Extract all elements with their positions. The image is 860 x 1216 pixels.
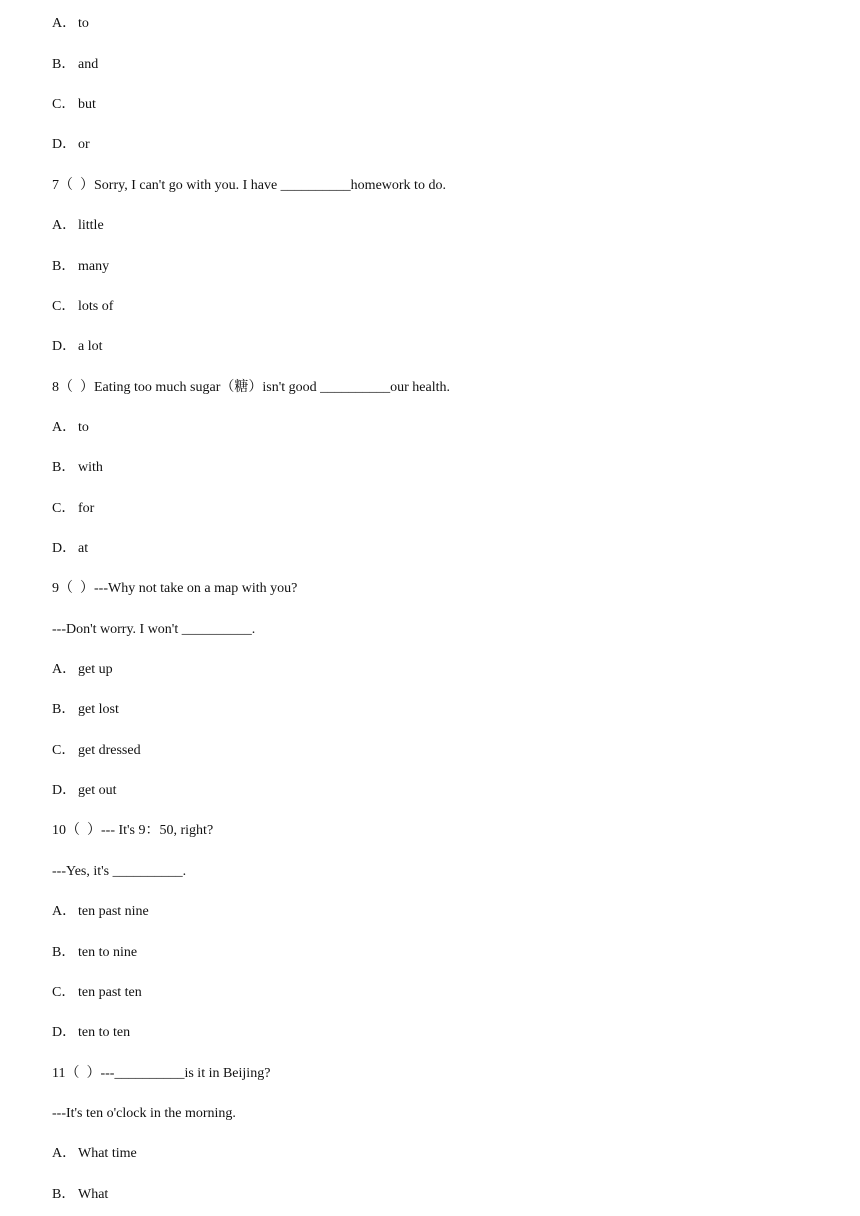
option-line bbox=[52, 216, 104, 236]
option-line bbox=[52, 1185, 108, 1205]
option-text: and bbox=[78, 57, 99, 72]
option-text: lots of bbox=[78, 299, 114, 314]
option-line bbox=[52, 297, 113, 317]
question-9-reply: ---Don't worry. I won't __________. bbox=[52, 622, 256, 637]
question-10-reply: ---Yes, it's __________. bbox=[52, 864, 187, 879]
option-letter: A． bbox=[52, 662, 77, 677]
option-letter: B． bbox=[52, 1187, 76, 1202]
option-letter: A． bbox=[52, 218, 77, 233]
option-letter: D． bbox=[52, 541, 77, 556]
option-letter: B． bbox=[52, 460, 76, 475]
option-text: get lost bbox=[78, 702, 119, 717]
question-10: 10（ ）--- It's 9：50, right? bbox=[52, 823, 214, 838]
option-text: a lot bbox=[78, 339, 103, 354]
option-text: get dressed bbox=[78, 743, 141, 758]
option-letter: B． bbox=[52, 702, 76, 717]
option-letter: B． bbox=[52, 57, 76, 72]
option-letter: A． bbox=[52, 16, 77, 31]
option-line bbox=[52, 14, 89, 34]
option-line bbox=[52, 257, 109, 277]
option-text: What time bbox=[78, 1146, 137, 1161]
option-text: with bbox=[78, 460, 103, 475]
option-line bbox=[52, 902, 149, 922]
option-line bbox=[52, 539, 88, 559]
question-7: 7（ ）Sorry, I can't go with you. I have __________homework to do. bbox=[52, 178, 446, 193]
option-letter: C． bbox=[52, 97, 76, 112]
option-line bbox=[52, 741, 141, 761]
option-letter: D． bbox=[52, 339, 77, 354]
option-line bbox=[52, 135, 90, 155]
option-text: little bbox=[78, 218, 104, 233]
option-line bbox=[52, 55, 98, 75]
option-text: ten past ten bbox=[78, 985, 142, 1000]
option-line bbox=[52, 418, 89, 438]
option-letter: C． bbox=[52, 985, 76, 1000]
option-line bbox=[52, 1023, 130, 1043]
question-11: 11（ ）---__________is it in Beijing? bbox=[52, 1066, 271, 1081]
option-text: for bbox=[78, 501, 95, 516]
option-line bbox=[52, 781, 117, 801]
option-text: ten past nine bbox=[78, 904, 149, 919]
question-9: 9（ ）---Why not take on a map with you? bbox=[52, 581, 298, 596]
option-text: What bbox=[78, 1187, 109, 1202]
option-line bbox=[52, 499, 94, 519]
option-letter: D． bbox=[52, 137, 77, 152]
option-letter: B． bbox=[52, 945, 76, 960]
option-letter: D． bbox=[52, 783, 77, 798]
option-line bbox=[52, 458, 103, 478]
option-text: or bbox=[78, 137, 90, 152]
option-text: to bbox=[78, 420, 89, 435]
question-11-reply: ---It's ten o'clock in the morning. bbox=[52, 1106, 236, 1121]
option-text: get up bbox=[78, 662, 113, 677]
option-line bbox=[52, 95, 96, 115]
option-text: ten to nine bbox=[78, 945, 138, 960]
option-line bbox=[52, 983, 142, 1003]
option-text: to bbox=[78, 16, 89, 31]
option-text: ten to ten bbox=[78, 1025, 131, 1040]
option-text: get out bbox=[78, 783, 117, 798]
option-letter: B． bbox=[52, 259, 76, 274]
option-line bbox=[52, 660, 113, 680]
option-text: but bbox=[78, 97, 96, 112]
option-letter: C． bbox=[52, 501, 76, 516]
option-letter: A． bbox=[52, 904, 77, 919]
option-text: at bbox=[78, 541, 89, 556]
question-8: 8（ ）Eating too much sugar（糖）isn't good __________our health. bbox=[52, 380, 450, 395]
option-text: many bbox=[78, 259, 110, 274]
option-letter: A． bbox=[52, 420, 77, 435]
option-line bbox=[52, 1144, 137, 1164]
option-line bbox=[52, 337, 103, 357]
option-letter: D． bbox=[52, 1025, 77, 1040]
option-line bbox=[52, 943, 137, 963]
option-line bbox=[52, 700, 119, 720]
option-letter: C． bbox=[52, 743, 76, 758]
option-letter: A． bbox=[52, 1146, 77, 1161]
option-letter: C． bbox=[52, 299, 76, 314]
